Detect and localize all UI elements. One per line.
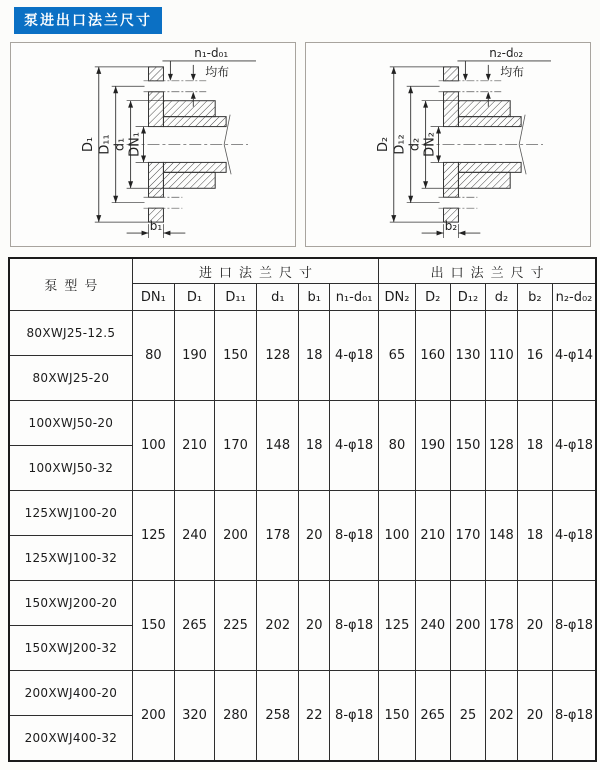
column-header: D₁₂ <box>450 284 485 311</box>
value-cell: 16 <box>517 311 552 401</box>
value-cell: 280 <box>214 671 256 762</box>
table-row <box>9 401 596 446</box>
inlet-flange-panel <box>10 42 296 247</box>
inlet-group-header: 进口法兰尺寸 <box>132 258 378 284</box>
value-cell: 4-φ18 <box>552 491 596 581</box>
value-cell: 8-φ18 <box>329 671 378 762</box>
value-cell: 18 <box>299 311 330 401</box>
value-cell: 128 <box>486 401 518 491</box>
value-cell: 170 <box>214 401 256 491</box>
value-cell: 4-φ18 <box>329 311 378 401</box>
model-cell: 100XWJ50-20 <box>9 401 132 446</box>
column-header: n₁-d₀₁ <box>329 284 378 311</box>
bolt-note-label: n₁-d₀₁ <box>194 45 229 60</box>
value-cell: 265 <box>175 581 215 671</box>
column-header: d₁ <box>257 284 299 311</box>
value-cell: 8-φ18 <box>552 671 596 762</box>
bolt-circle-label: D₁₂ <box>392 134 408 155</box>
hub-dia-label: d₁ <box>112 137 128 152</box>
value-cell: 125 <box>132 491 174 581</box>
value-cell: 200 <box>450 581 485 671</box>
value-cell: 202 <box>257 581 299 671</box>
model-cell: 125XWJ100-20 <box>9 491 132 536</box>
value-cell: 22 <box>299 671 330 762</box>
model-column-header: 泵型号 <box>9 258 132 311</box>
value-cell: 125 <box>379 581 415 671</box>
value-cell: 320 <box>175 671 215 762</box>
value-cell: 20 <box>299 491 330 581</box>
value-cell: 150 <box>132 581 174 671</box>
value-cell: 210 <box>415 491 450 581</box>
column-header: d₂ <box>486 284 518 311</box>
value-cell: 240 <box>415 581 450 671</box>
value-cell: 80 <box>379 401 415 491</box>
value-cell: 178 <box>257 491 299 581</box>
inlet-flange-diagram <box>11 43 293 244</box>
model-cell: 80XWJ25-20 <box>9 356 132 401</box>
value-cell: 258 <box>257 671 299 762</box>
value-cell: 8-φ18 <box>329 491 378 581</box>
model-cell: 150XWJ200-32 <box>9 626 132 671</box>
table-row <box>9 491 596 536</box>
value-cell: 150 <box>214 311 256 401</box>
column-header: DN₂ <box>379 284 415 311</box>
value-cell: 110 <box>486 311 518 401</box>
value-cell: 202 <box>486 671 518 762</box>
outer-dia-label: D₁ <box>80 136 96 153</box>
table-row <box>9 671 596 716</box>
outlet-group-header: 出口法兰尺寸 <box>379 258 596 284</box>
nominal-dia-label: DN₂ <box>422 132 438 157</box>
flange-dimension-table <box>8 257 597 762</box>
value-cell: 8-φ18 <box>329 581 378 671</box>
value-cell: 190 <box>415 401 450 491</box>
value-cell: 8-φ18 <box>552 581 596 671</box>
column-header: b₂ <box>517 284 552 311</box>
value-cell: 190 <box>175 311 215 401</box>
model-cell: 150XWJ200-20 <box>9 581 132 626</box>
model-cell: 100XWJ50-32 <box>9 446 132 491</box>
value-cell: 178 <box>486 581 518 671</box>
column-header: DN₁ <box>132 284 174 311</box>
column-header: b₁ <box>299 284 330 311</box>
value-cell: 150 <box>450 401 485 491</box>
value-cell: 160 <box>415 311 450 401</box>
value-cell: 225 <box>214 581 256 671</box>
value-cell: 170 <box>450 491 485 581</box>
flange-dimension-table-wrap <box>8 257 597 762</box>
distribution-label: 均布 <box>500 64 525 79</box>
bolt-circle-label: D₁₁ <box>97 134 113 155</box>
column-header: n₂-d₀₂ <box>552 284 596 311</box>
value-cell: 240 <box>175 491 215 581</box>
value-cell: 150 <box>379 671 415 762</box>
table-row <box>9 581 596 626</box>
outlet-flange-panel <box>305 42 591 247</box>
distribution-label: 均布 <box>205 64 230 79</box>
value-cell: 18 <box>299 401 330 491</box>
model-cell: 200XWJ400-32 <box>9 716 132 762</box>
model-cell: 200XWJ400-20 <box>9 671 132 716</box>
page-title: 泵进出口法兰尺寸 <box>14 7 162 34</box>
value-cell: 18 <box>517 401 552 491</box>
column-header: D₁₁ <box>214 284 256 311</box>
value-cell: 20 <box>299 581 330 671</box>
nominal-dia-label: DN₁ <box>127 132 143 157</box>
value-cell: 25 <box>450 671 485 762</box>
value-cell: 20 <box>517 581 552 671</box>
model-cell: 80XWJ25-12.5 <box>9 311 132 356</box>
value-cell: 100 <box>132 401 174 491</box>
value-cell: 18 <box>517 491 552 581</box>
table-row <box>9 311 596 356</box>
outlet-flange-diagram <box>306 43 588 244</box>
value-cell: 128 <box>257 311 299 401</box>
bolt-note-label: n₂-d₀₂ <box>489 45 524 60</box>
value-cell: 130 <box>450 311 485 401</box>
value-cell: 80 <box>132 311 174 401</box>
column-header: D₁ <box>175 284 215 311</box>
column-header: D₂ <box>415 284 450 311</box>
value-cell: 4-φ18 <box>329 401 378 491</box>
value-cell: 148 <box>257 401 299 491</box>
value-cell: 265 <box>415 671 450 762</box>
outer-dia-label: D₂ <box>375 136 391 153</box>
thickness-label: b₁ <box>149 219 163 234</box>
value-cell: 210 <box>175 401 215 491</box>
model-cell: 125XWJ100-32 <box>9 536 132 581</box>
value-cell: 4-φ18 <box>552 401 596 491</box>
value-cell: 148 <box>486 491 518 581</box>
value-cell: 200 <box>132 671 174 762</box>
value-cell: 20 <box>517 671 552 762</box>
value-cell: 200 <box>214 491 256 581</box>
value-cell: 65 <box>379 311 415 401</box>
value-cell: 100 <box>379 491 415 581</box>
hub-dia-label: d₂ <box>407 137 423 152</box>
thickness-label: b₂ <box>444 219 458 234</box>
value-cell: 4-φ14 <box>552 311 596 401</box>
